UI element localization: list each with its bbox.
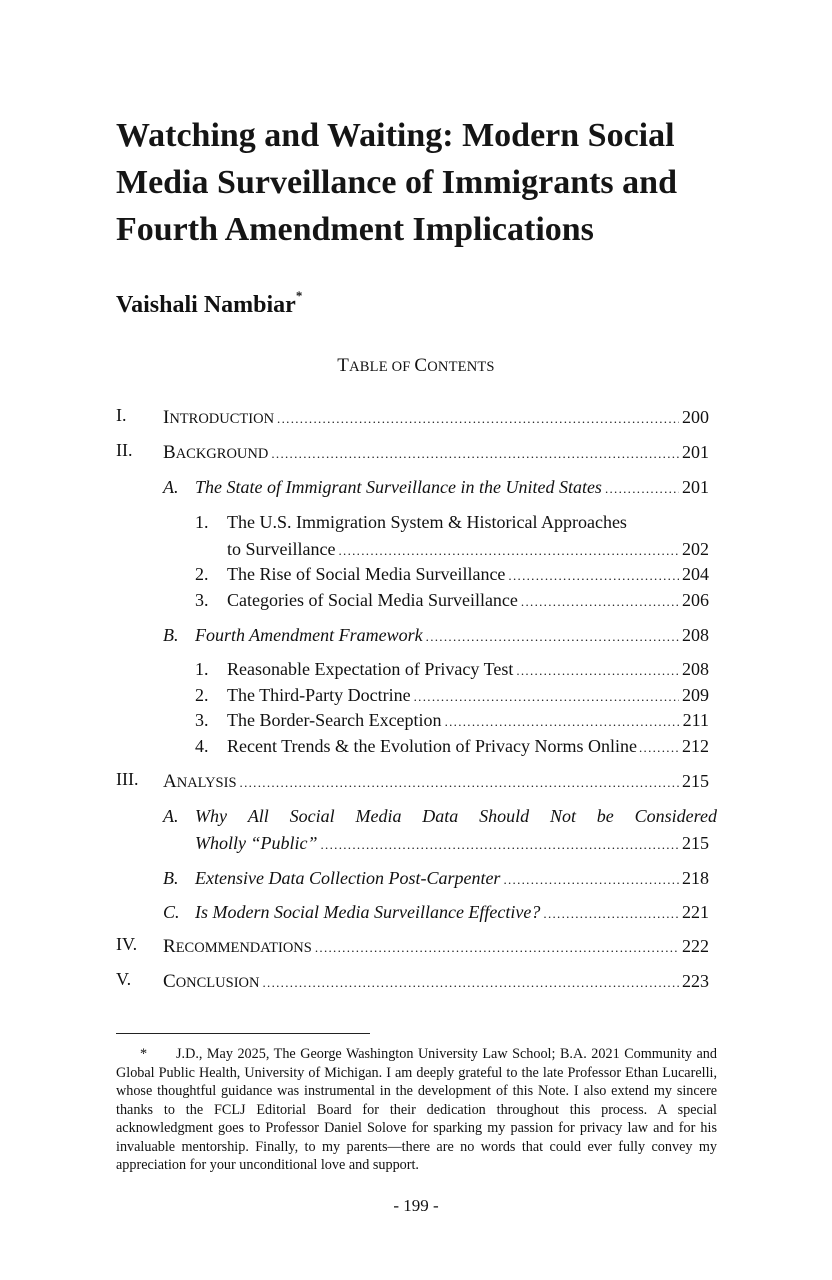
footnote-text: J.D., May 2025, The George Washington University Law School; B.A. 2021 Community and Global Public Health, University of Michigan. I am deeply grateful to the late Professor Ethan Lucarelli, whose thoughtful guidance was instrumental in the development of this Note. I also extend my sincere thanks to the FCLJ Editorial Board for their dedication throughout this process. A special acknowledgment goes to Professor Daniel Solove for sparking my passion for privacy law and for his invaluable mentorship. Finally, to my parents—there are no words that could ever fully convey my appreciation for your unconditional love and support. bbox=[116, 1046, 717, 1173]
toc-item-title: The Rise of Social Media Surveillance bbox=[227, 564, 506, 584]
toc-subsection-letter: C. bbox=[163, 902, 180, 922]
toc-item-title: Categories of Social Media Surveillance bbox=[227, 590, 518, 610]
toc-subsection-title-cont: Wholly “Public” bbox=[195, 833, 318, 853]
toc-section-number: II. bbox=[116, 440, 133, 460]
dot-leader bbox=[605, 477, 679, 501]
toc-page-number: 208 bbox=[682, 659, 709, 679]
dot-leader bbox=[315, 936, 679, 960]
toc-page-number: 221 bbox=[682, 902, 709, 922]
toc-page-number: 215 bbox=[682, 833, 709, 853]
toc-section-number: I. bbox=[116, 405, 127, 425]
author-name-text: Vaishali Nambiar bbox=[116, 292, 296, 318]
dot-leader bbox=[508, 564, 679, 588]
toc-subsection-effective[interactable] bbox=[163, 900, 709, 924]
dot-leader bbox=[271, 442, 679, 466]
toc-item-number: 3. bbox=[195, 710, 209, 730]
dot-spacer bbox=[639, 736, 680, 760]
author-name bbox=[116, 288, 302, 319]
toc-heading bbox=[0, 355, 832, 377]
toc-item-third-party[interactable] bbox=[195, 683, 709, 707]
toc-item-number: 1. bbox=[195, 659, 209, 679]
toc-item-rise-of-surveillance[interactable] bbox=[195, 562, 709, 586]
author-footnote-marker[interactable]: * bbox=[295, 288, 303, 303]
toc-subsection-title: Extensive Data Collection Post-Carpenter bbox=[195, 868, 501, 888]
toc-subsection-letter: B. bbox=[163, 625, 179, 645]
title-line: Watching and Waiting: Modern Social bbox=[116, 117, 675, 154]
dot-leader bbox=[262, 971, 679, 995]
toc-heading-part: T bbox=[337, 355, 350, 376]
toc-item-title: The Third-Party Doctrine bbox=[227, 685, 411, 705]
article-title bbox=[116, 112, 756, 253]
toc-item-number: 1. bbox=[195, 512, 209, 532]
author-footnote bbox=[116, 1045, 717, 1175]
dot-leader bbox=[338, 539, 679, 563]
toc-item-title: The Border-Search Exception bbox=[227, 710, 442, 730]
toc-page-number: 209 bbox=[682, 685, 709, 705]
dot-leader bbox=[277, 407, 679, 431]
toc-page-number: 204 bbox=[682, 564, 709, 584]
toc-subsection-title: Is Modern Social Media Surveillance Effective? bbox=[195, 902, 541, 922]
dot-leader bbox=[445, 710, 680, 734]
toc-page-number: 211 bbox=[682, 710, 709, 730]
toc-section-label: INTRODUCTION bbox=[163, 407, 275, 428]
toc-heading-part: C bbox=[414, 355, 428, 376]
toc-item-number: 2. bbox=[195, 564, 209, 584]
toc-section-label: CONCLUSION bbox=[163, 971, 260, 992]
toc-subsection-extensive-data[interactable] bbox=[163, 866, 709, 890]
toc-subsection-letter: A. bbox=[163, 477, 179, 497]
toc-item-title: Reasonable Expectation of Privacy Test bbox=[227, 659, 514, 679]
toc-subsection-letter: B. bbox=[163, 868, 179, 888]
toc-page-number: 208 bbox=[682, 625, 709, 645]
toc-section-number: IV. bbox=[116, 934, 138, 954]
toc-section-number: III. bbox=[116, 769, 139, 789]
footnote-marker: * bbox=[140, 1046, 148, 1062]
toc-heading-part: ABLE OF bbox=[349, 359, 415, 375]
toc-item-border-search[interactable] bbox=[195, 708, 709, 732]
toc-item-title: Recent Trends & the Evolution of Privacy Norms Online bbox=[227, 736, 637, 756]
toc-page-number: 201 bbox=[682, 477, 709, 497]
toc-page-number: 206 bbox=[682, 590, 709, 610]
title-line: Fourth Amendment Implications bbox=[116, 211, 594, 248]
toc-section-label: RECOMMENDATIONS bbox=[163, 936, 312, 957]
dot-leader bbox=[516, 659, 679, 683]
toc-item-recent-trends[interactable] bbox=[195, 734, 709, 758]
toc-item-number: 4. bbox=[195, 736, 209, 756]
dot-leader bbox=[414, 685, 679, 709]
toc-item-title-cont: to Surveillance bbox=[227, 539, 336, 559]
toc-page-number: 218 bbox=[682, 868, 709, 888]
toc-section-label: BACKGROUND bbox=[163, 442, 269, 463]
toc-item-number: 3. bbox=[195, 590, 209, 610]
toc-item-number: 2. bbox=[195, 685, 209, 705]
toc-item-title: The U.S. Immigration System & Historical Approaches bbox=[227, 512, 627, 532]
footnote-divider bbox=[116, 1033, 370, 1034]
toc-item-categories[interactable] bbox=[195, 588, 709, 612]
toc-page-number: 222 bbox=[682, 936, 709, 956]
dot-leader bbox=[503, 868, 679, 892]
dot-leader bbox=[321, 833, 680, 857]
toc-page-number: 212 bbox=[682, 736, 709, 756]
toc-section-label: ANALYSIS bbox=[163, 771, 237, 792]
dot-leader bbox=[543, 902, 679, 926]
toc-item-reasonable-expectation[interactable] bbox=[195, 657, 709, 681]
dot-leader bbox=[426, 625, 679, 649]
toc-heading-part: ONTENTS bbox=[427, 359, 495, 375]
title-line: Media Surveillance of Immigrants and bbox=[116, 164, 677, 201]
toc-page-number: 200 bbox=[682, 407, 709, 427]
toc-subsection-state-of-surveillance[interactable] bbox=[163, 475, 709, 499]
toc-page-number: 201 bbox=[682, 442, 709, 462]
dot-leader bbox=[521, 590, 679, 614]
dot-leader bbox=[240, 771, 679, 795]
toc-page-number: 223 bbox=[682, 971, 709, 991]
toc-subsection-letter: A. bbox=[163, 806, 179, 826]
toc-page-number: 215 bbox=[682, 771, 709, 791]
page-number: - 199 - bbox=[393, 1196, 439, 1215]
toc-subsection-title: Fourth Amendment Framework bbox=[195, 625, 423, 645]
toc-page-number: 202 bbox=[682, 539, 709, 559]
toc-subsection-title: The State of Immigrant Surveillance in the United States bbox=[195, 477, 602, 497]
toc-section-number: V. bbox=[116, 969, 132, 989]
toc-subsection-title: Why All Social Media Data Should Not be Considered bbox=[195, 806, 717, 826]
toc-subsection-fourth-amendment[interactable] bbox=[163, 623, 709, 647]
